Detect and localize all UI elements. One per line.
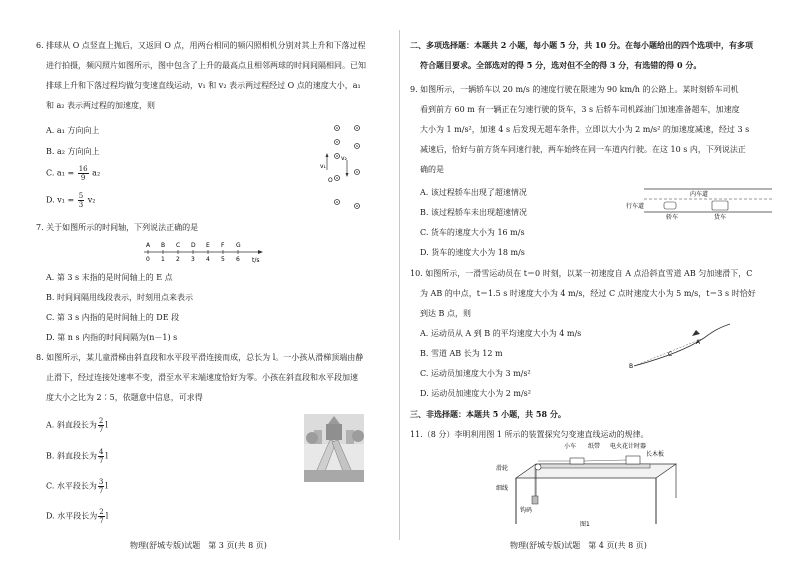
q10-fig-b-label: B: [629, 363, 634, 370]
q9-stem-line4: 减速后，恰好与前方货车同速行驶，两车始终在同一车道内行驶。在这 10 s 内，下列说法正: [420, 145, 746, 154]
q9-option-a: A. 该过程轿车出现了超速情况: [420, 188, 527, 197]
q6-stem-line1: 6. 排球从 O 点竖直上抛后，又返回 O 点，用两台相同的频闪照相机分别对其上升和下落过程: [36, 41, 366, 50]
q11-stem: 11.（8 分）李明利用图 1 所示的装置探究匀变速直线运动的规律。: [410, 430, 649, 439]
q6-fig-v2-label: v₂: [341, 155, 347, 162]
q11-fig-timer-label: 电火花计时器: [610, 443, 647, 450]
timeline-number: 6: [236, 256, 240, 263]
q7-option-b: B. 时间间隔用线段表示，时刻用点来表示: [46, 293, 193, 302]
q10-option-a: A. 运动员从 A 到 B 的平均速度大小为 4 m/s: [420, 329, 582, 338]
q6-option-b: B. a₂ 方向向上: [46, 147, 100, 156]
q9-option-c: C. 货车的速度大小为 16 m/s: [420, 228, 525, 237]
q6-option-c: C. a₁ = $\frac{16}{9}$ a₂: [46, 165, 101, 182]
q11-fig-weight-label: 钩码: [520, 507, 533, 514]
section3-heading: 三、非选择题：本题共 5 小题，共 58 分。: [410, 409, 566, 419]
q9-car-icon: [664, 202, 676, 209]
section2-heading-line2: 符合题目要求。全部选对的得 5 分，选对但不全的得 3 分，有选错的得 0 分。: [420, 60, 702, 70]
q11-apparatus-figure: [480, 440, 680, 530]
q8-option-d: D. 水平段长为 $\frac{2}{7}$ l: [46, 508, 109, 525]
q6-option-d: D. v₁ = $\frac{5}{3}$ v₂: [46, 192, 96, 209]
section2-heading-line1: 二、多项选择题：本题共 2 小题，每小题 5 分，共 10 分。在每小题给出的四个选项中，有多项: [410, 40, 753, 50]
timeline-number: 5: [221, 256, 225, 263]
q10-ski-slope-figure: [626, 322, 736, 374]
q7-stem: 7. 关于如图所示的时间轴，下列说法正确的是: [36, 223, 199, 232]
timeline-letter: B: [161, 242, 166, 249]
q11-pulley-icon: [535, 464, 541, 470]
q6-option-a: A. a₁ 方向向上: [46, 126, 100, 135]
left-page-footer: 物理(舒城专版)试题 第 3 页(共 8 页): [130, 541, 267, 550]
q10-stem-line3: 到达 B 点，则: [420, 309, 471, 318]
timeline-letter: G: [236, 242, 241, 249]
q11-fig-caption: 图1: [580, 521, 590, 528]
q7-option-c: C. 第 3 s 内指的是时间轴上的 DE 段: [46, 313, 180, 322]
q7-timeline-figure: [140, 240, 270, 264]
q8-stem-line1: 8. 如图所示，某儿童滑梯由斜直段和水平段平滑连接而成，总长为 l。一小孩从滑梯顶端由静: [36, 353, 364, 362]
right-page-footer: 物理(舒城专版)试题 第 4 页(共 8 页): [510, 541, 647, 550]
timeline-number: 4: [206, 256, 210, 263]
q9-stem-line5: 确的是: [420, 165, 444, 174]
q8-option-c: C. 水平段长为 $\frac{3}{7}$ l: [46, 478, 108, 495]
q8-option-a: A. 斜直段长为 $\frac{2}{7}$ l: [46, 417, 108, 434]
q9-truck-icon: [712, 201, 728, 210]
q11-fig-board-label: 长木板: [646, 451, 665, 458]
right-page: [400, 0, 800, 579]
timeline-letter: F: [221, 242, 225, 249]
q9-fig-truck-label: 货车: [714, 214, 727, 221]
q8-stem-line2: 止滑下，经过连接处速率不变，滑至水平末端速度恰好为零。小孩在斜直段和水平段加速: [46, 373, 358, 382]
q11-weight-icon: [532, 496, 538, 504]
q9-stem-line3: 大小为 1 m/s²，加速 4 s 后发现无超车条件，立即以大小为 2 m/s² 的加速度减速，经过 3 s: [420, 125, 750, 134]
q9-stem-line1: 9. 如图所示，一辆轿车以 20 m/s 的速度行驶在限速为 90 km/h 的公路上。某时刻轿车司机: [410, 85, 739, 94]
q6-stem-line4: 和 a₂ 表示两过程的加速度，则: [46, 101, 156, 110]
q10-stem-line2: 为 AB 的中点，t＝1.5 s 时速度大小为 4 m/s，经过 C 点时速度大小为 5 m/s，t＝3 s 时恰好: [420, 289, 756, 298]
q11-car-icon: [570, 458, 584, 464]
timeline-letter: C: [176, 242, 181, 249]
q6-strobe-figure: [320, 120, 370, 215]
q9-fig-lane: 行车道: [626, 203, 645, 210]
q9-fig-inner-lane: 内车道: [690, 191, 709, 198]
q8-option-b: B. 斜直段长为 $\frac{4}{7}$ l: [46, 448, 108, 465]
q8-slide-photo: [304, 414, 364, 482]
q6-fig-v1-label: v₁: [320, 163, 326, 170]
q6-fig-o-label: O: [328, 177, 333, 184]
timeline-number: 1: [161, 256, 165, 263]
timeline-number: 0: [146, 256, 150, 263]
q10-option-c: C. 运动员加速度大小为 3 m/s²: [420, 369, 531, 378]
q11-fig-tape-label: 纸带: [588, 443, 601, 450]
q10-fig-c-label: C: [668, 351, 673, 358]
q7-option-a: A. 第 3 s 末指的是时间轴上的 E 点: [46, 273, 173, 282]
q9-option-b: B. 该过程轿车未出现超速情况: [420, 208, 527, 217]
q7-option-d: D. 第 n s 内指的时间间隔为(n－1) s: [46, 333, 178, 342]
q8-stem-line3: 度大小之比为 2∶5，依题意中信息，可求得: [46, 393, 203, 402]
q10-skier-icon: [692, 330, 700, 336]
timeline-letter: E: [206, 242, 210, 249]
q9-stem-line2: 看到前方 60 m 有一辆正在匀速行驶的货车，3 s 后轿车司机踩油门加速准备超车，加速度: [420, 105, 740, 114]
q10-stem-line1: 10. 如图所示，一滑雪运动员在 t＝0 时刻，以某一初速度自 A 点沿斜直雪道 AB 匀加速滑下，C: [410, 269, 753, 278]
timeline-number: 2: [176, 256, 180, 263]
q6-stem-line3: 排球上升和下落过程均做匀变速直线运动，v₁ 和 v₂ 表示两过程经过 O 点的速度大小，a₁: [46, 81, 361, 90]
q11-fig-car-label: 小车: [564, 443, 577, 450]
q10-option-b: B. 雪道 AB 长为 12 m: [420, 349, 503, 358]
timeline-letter: D: [191, 242, 196, 249]
q10-fig-a-label: A: [696, 339, 701, 346]
q9-fig-car-label: 轿车: [666, 214, 679, 221]
q6-stem-line2: 进行拍摄，频闪照片如图所示，图中包含了上升的最高点且相邻两球的时间间隔相同。已知: [46, 61, 366, 70]
timeline-number: 3: [191, 256, 195, 263]
q9-road-figure: [626, 183, 776, 223]
q9-option-d: D. 货车的速度大小为 18 m/s: [420, 248, 525, 257]
q11-timer-icon: [626, 456, 640, 464]
q11-fig-string-label: 细线: [496, 485, 509, 492]
q10-option-d: D. 运动员加速度大小为 2 m/s²: [420, 389, 531, 398]
timeline-letter: A: [146, 242, 151, 249]
q7-axis-unit: t/s: [252, 257, 260, 264]
q11-fig-pulley-label: 滑轮: [496, 465, 509, 472]
